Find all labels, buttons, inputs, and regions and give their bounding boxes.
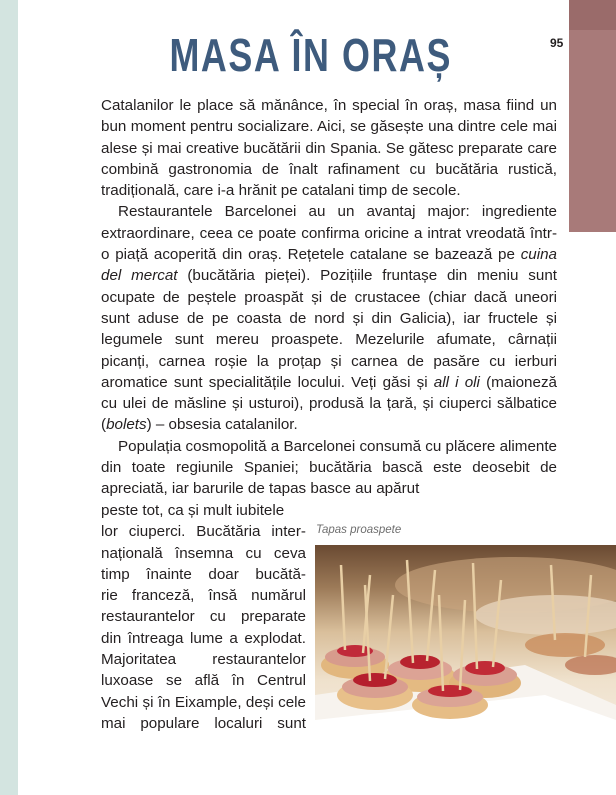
text-line: peste tot, ca și mult iubitele bbox=[101, 502, 285, 519]
paragraph-2: Restaurantele Barcelonei au un avantaj major: ingrediente extraordinare, ceea ce poate confirma oricine a intrat vreodată într-o piață acoperită din oraș. Rețetele catalane se bazează pe cuina del mercat (bucătăria pieței). Pozițiile fruntașe din meniu sunt ocupate de peștele proaspăt și de crustacee (chiar dacă uneori sunt aduse de pe coasta de nord și din Galicia), iar fructele și legumele sunt mereu proaspete. Mezelurile afumate, cârnații picanți, carnea roșie la proțap și carnea de pasăre cu ierburi aromatice sunt specialitățile locului. Veți găsi și all i oli (maioneză cu ulei de măsline și usturoi), produsă la țară, și ciuperci sălbatice (bolets) – obsesia catalanilor. bbox=[101, 203, 557, 434]
figure-caption: Tapas proaspete bbox=[316, 524, 402, 536]
tapas-illustration bbox=[315, 545, 616, 738]
text-line: Majoritatea restaurantelor bbox=[101, 651, 306, 669]
text-line: restaurantelor cu preparate bbox=[101, 608, 306, 626]
text-line: rie franceză, însă numărul bbox=[101, 587, 306, 605]
tapas-photo bbox=[315, 545, 616, 738]
text-line: națională însemna cu ceva bbox=[101, 544, 306, 562]
term-cuina-del-mercat: cuina del mercat bbox=[101, 246, 557, 285]
left-margin-strip bbox=[0, 0, 18, 795]
paragraph-1: Catalanilor le place să mănânce, în special în oraș, masa fiind un bun moment pentru socializare. Aici, se găsește una dintre cele mai alese și mai creative bucătării din Spania. Se gătesc preparate care combină gastronomia de înalt rafinament cu bucătăria rustică, tradițională, care i-a hrănit pe catalani timp de secole. bbox=[101, 97, 557, 200]
text-line: mai populare localuri sunt bbox=[101, 714, 306, 732]
text-line: luxoase se află în Centrul bbox=[101, 672, 306, 690]
paragraph-3-continued bbox=[101, 500, 306, 734]
article-body bbox=[101, 95, 557, 500]
text-line: lor ciuperci. Bucătăria inter- bbox=[101, 523, 306, 541]
text-line: din întreaga lume a explodat. bbox=[101, 629, 306, 647]
chapter-tab-top bbox=[569, 0, 616, 30]
paragraph-3-start: Populația cosmopolită a Barcelonei consumă cu plăcere alimente din toate regiunile Spaniei; bucătăria bască este deosebit de apreciată, iar barurile de tapas basce au apărut bbox=[101, 437, 557, 498]
text-line: Vechi și în Eixample, deși cele bbox=[101, 693, 306, 711]
term-all-i-oli: all i oli bbox=[433, 373, 480, 391]
chapter-tab bbox=[569, 0, 616, 232]
page-title: MASA ÎN ORAȘ bbox=[169, 29, 452, 81]
text-line: timp înainte doar bucătă- bbox=[101, 565, 306, 583]
term-bolets: bolets bbox=[106, 416, 147, 434]
page-number: 95 bbox=[550, 36, 564, 50]
